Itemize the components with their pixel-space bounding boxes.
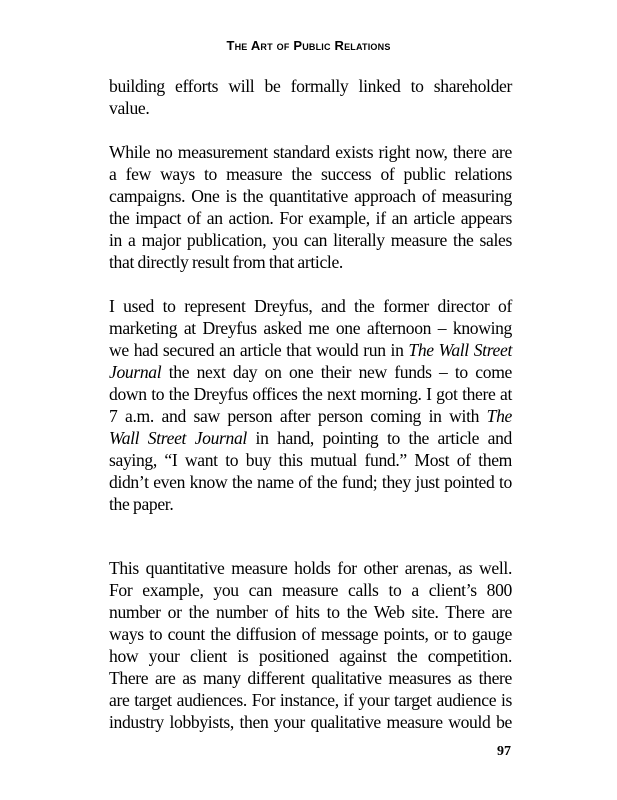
text-line: [109, 251, 512, 273]
text-segment: down to the Dreyfus offices the next morning. I got there at: [109, 384, 512, 404]
text-line: [109, 185, 512, 207]
text-segment: 7 a.m. and saw person after person coming in with: [109, 406, 487, 426]
text-segment: how your client is positioned against the competition.: [109, 646, 512, 666]
text-line: [109, 229, 512, 251]
text-segment: There are as many different qualitative measures as there: [109, 668, 512, 688]
text-line: [109, 141, 512, 163]
text-line: [109, 383, 512, 405]
text-line: [109, 689, 512, 711]
text-segment: industry lobbyists, then your qualitative measure would be: [109, 712, 512, 732]
page-body: [109, 75, 512, 733]
text-line: [109, 427, 512, 449]
running-header: The Art of Public Relations: [226, 38, 391, 53]
text-segment: saying, “I want to buy this mutual fund.” Most of them: [109, 450, 512, 470]
text-line: [109, 601, 512, 623]
text-segment: the impact of an action. For example, if an article appears: [109, 208, 512, 228]
text-line: [109, 449, 512, 471]
text-segment: While no measurement standard exists right now, there are: [109, 142, 512, 162]
text-segment: value.: [109, 98, 150, 118]
text-line: [109, 557, 512, 579]
text-segment: we had secured an article that would run in: [109, 340, 409, 360]
text-segment: number or the number of hits to the Web site. There are: [109, 602, 512, 622]
paragraph: [109, 557, 512, 733]
text-segment: in hand, pointing to the article and: [246, 428, 512, 448]
text-segment: marketing at Dreyfus asked me one afternoon – knowing: [109, 318, 512, 338]
text-segment: that directly result from that article.: [109, 252, 343, 272]
text-segment: I used to represent Dreyfus, and the former director of: [109, 296, 512, 316]
text-line: [109, 711, 512, 733]
text-line: [109, 317, 512, 339]
text-line: [109, 295, 512, 317]
text-segment: a few ways to measure the success of public relations: [109, 164, 512, 184]
text-segment: are target audiences. For instance, if your target audience is: [109, 690, 512, 710]
italic-title: The Wall Street: [408, 340, 513, 360]
text-line: [109, 579, 512, 601]
text-line: [109, 361, 512, 383]
italic-title: Journal: [109, 362, 162, 382]
text-segment: For example, you can measure calls to a client’s 800: [109, 580, 512, 600]
text-segment: the paper.: [109, 494, 174, 514]
text-segment: This quantitative measure holds for other arenas, as well.: [109, 558, 512, 578]
text-segment: in a major publication, you can literally measure the sales: [109, 230, 512, 250]
text-line: [109, 207, 512, 229]
paragraph: [109, 75, 512, 119]
text-segment: campaigns. One is the quantitative approach of measuring: [109, 186, 512, 206]
text-segment: the next day on one their new funds – to come: [161, 362, 512, 382]
text-line: [109, 163, 512, 185]
text-segment: didn’t even know the name of the fund; they just pointed to: [109, 472, 512, 492]
text-line: [109, 405, 512, 427]
text-segment: ways to count the diffusion of message points, or to gauge: [109, 624, 512, 644]
text-line: [109, 645, 512, 667]
paragraph: [109, 295, 512, 515]
text-line: [109, 493, 512, 515]
text-segment: building efforts will be formally linked to shareholder: [109, 76, 512, 96]
paragraph: [109, 141, 512, 273]
text-line: [109, 97, 512, 119]
page-number: 97: [497, 744, 511, 759]
italic-title: Wall Street Journal: [109, 428, 247, 448]
italic-title: The: [486, 406, 512, 426]
text-line: [109, 623, 512, 645]
text-line: [109, 339, 512, 361]
text-line: [109, 75, 512, 97]
text-line: [109, 471, 512, 493]
text-line: [109, 667, 512, 689]
